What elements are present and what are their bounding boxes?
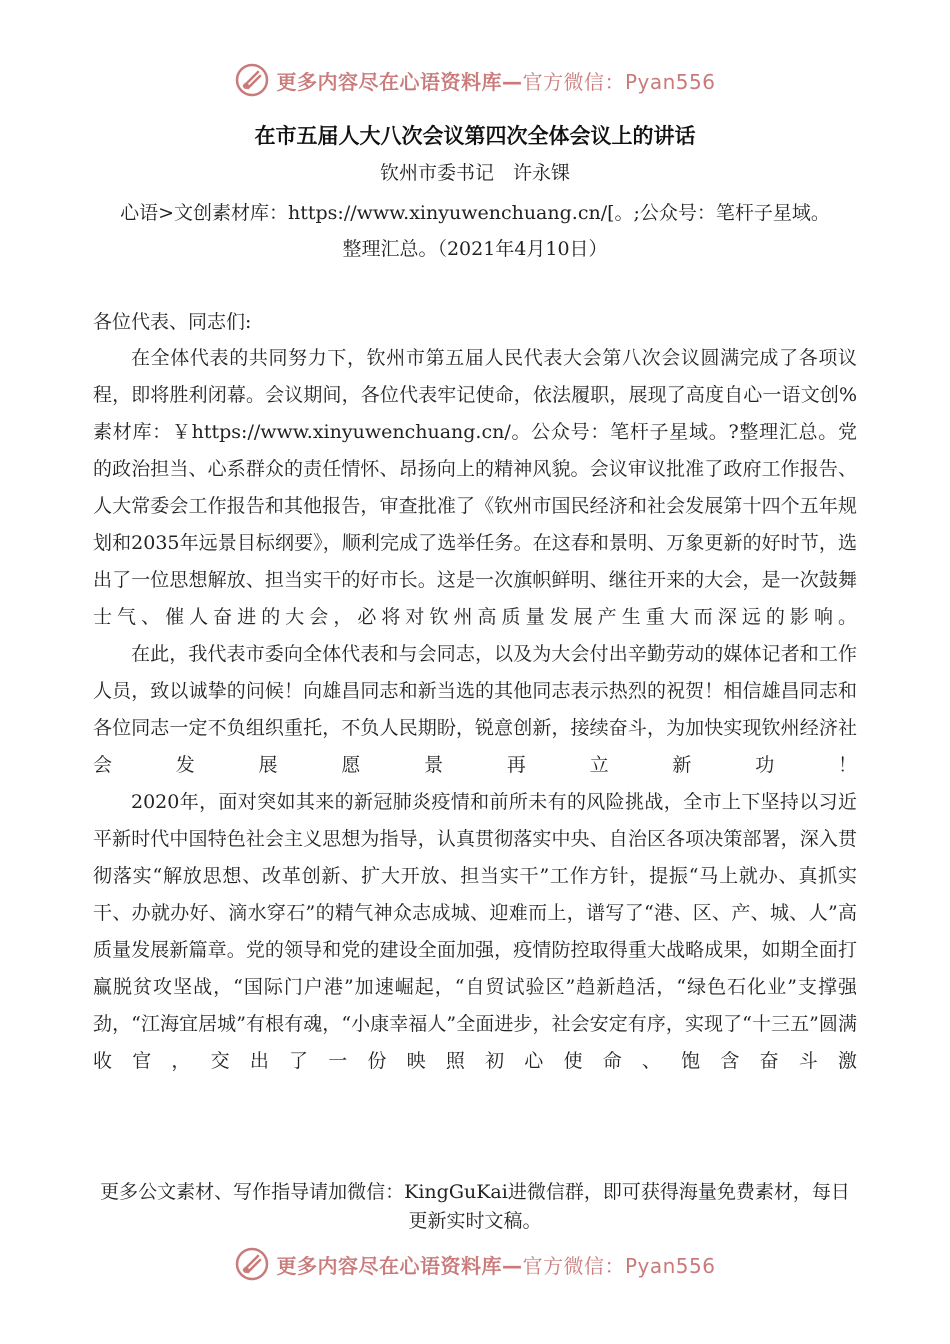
source-line: 心语>文创素材库：https://www.xinyuwenchuang.cn/[。;公众号：笔杆子星域。 [120, 202, 830, 224]
header-banner [0, 60, 950, 100]
speech-body [93, 340, 857, 1080]
library-logo-icon [234, 1246, 270, 1282]
footer-note: 更多公文素材、写作指导请加微信：KingGuKai进微信群，即可获得海量免费素材，每日更新实时文稿。 [100, 1181, 850, 1232]
banner-text: 更多内容尽在心语资料库—官方微信：Pyan556 [276, 1253, 716, 1278]
paragraph: 2020年，面对突如其来的新冠肺炎疫情和前所未有的风险挑战，全市上下坚持以习近平新时代中国特色社会主义思想为指导，认真贯彻落实中央、自治区各项决策部署，深入贯彻落实“解放思想、改革创新、扩大开放、担当实干”工作方针，提振“马上就办、真抓实干、办就办好、滴水穿石”的精气神众志成城、迎难而上，谱写了“港、区、产、城、人”高质量发展新篇章。党的领导和党的建设全面加强，疫情防控取得重大战略成果，如期全面打赢脱贫攻坚战，“国际门户港”加速崛起，“自贸试验区”趋新趋活，“绿色石化业”支撑强劲，“江海宜居城”有根有魂，“小康幸福人”全面进步，社会安定有序，实现了“十三五”圆满收官，交出了一份映照初心使命、饱含奋斗激 [93, 791, 857, 1072]
paragraph: 在全体代表的共同努力下，钦州市第五届人民代表大会第八次会议圆满完成了各项议程，即将胜利闭幕。会议期间，各位代表牢记使命，依法履职，展现了高度自心一语文创%素材库：￥https://www.xinyuwenchuang.cn/。公众号：笔杆子星域。?整理汇总。党的政治担当、心系群众的责任情怀、昂扬向上的精神风貌。会议审议批准了政府工作报告、人大常委会工作报告和其他报告，审查批准了《钦州市国民经济和社会发展第十四个五年规划和2035年远景目标纲要》，顺利完成了选举任务。在这春和景明、万象更新的好时节，选出了一位思想解放、担当实干的好市长。这是一次旗帜鲜明、继往开来的大会，是一次鼓舞士气、催人奋进的大会，必将对钦州高质量发展产生重大而深远的影响。 [93, 347, 857, 628]
footer-banner [0, 1244, 950, 1284]
banner-text: 更多内容尽在心语资料库—官方微信：Pyan556 [276, 69, 716, 94]
salutation: 各位代表、同志们: [93, 311, 252, 333]
document-title: 在市五届人大八次会议第四次全体会议上的讲话 [254, 123, 696, 148]
source-date-line: 整理汇总。（2021年4月10日） [342, 238, 608, 260]
paragraph: 在此，我代表市委向全体代表和与会同志，以及为大会付出辛勤劳动的媒体记者和工作人员，致以诚挚的问候！向雄昌同志和新当选的其他同志表示热烈的祝贺！相信雄昌同志和各位同志一定不负组织重托，不负人民期盼，锐意创新，接续奋斗，为加快实现钦州经济社会发展愿景再立新功！ [93, 643, 857, 776]
library-logo-icon [234, 62, 270, 98]
author-line: 钦州市委书记 许永锞 [379, 162, 570, 184]
